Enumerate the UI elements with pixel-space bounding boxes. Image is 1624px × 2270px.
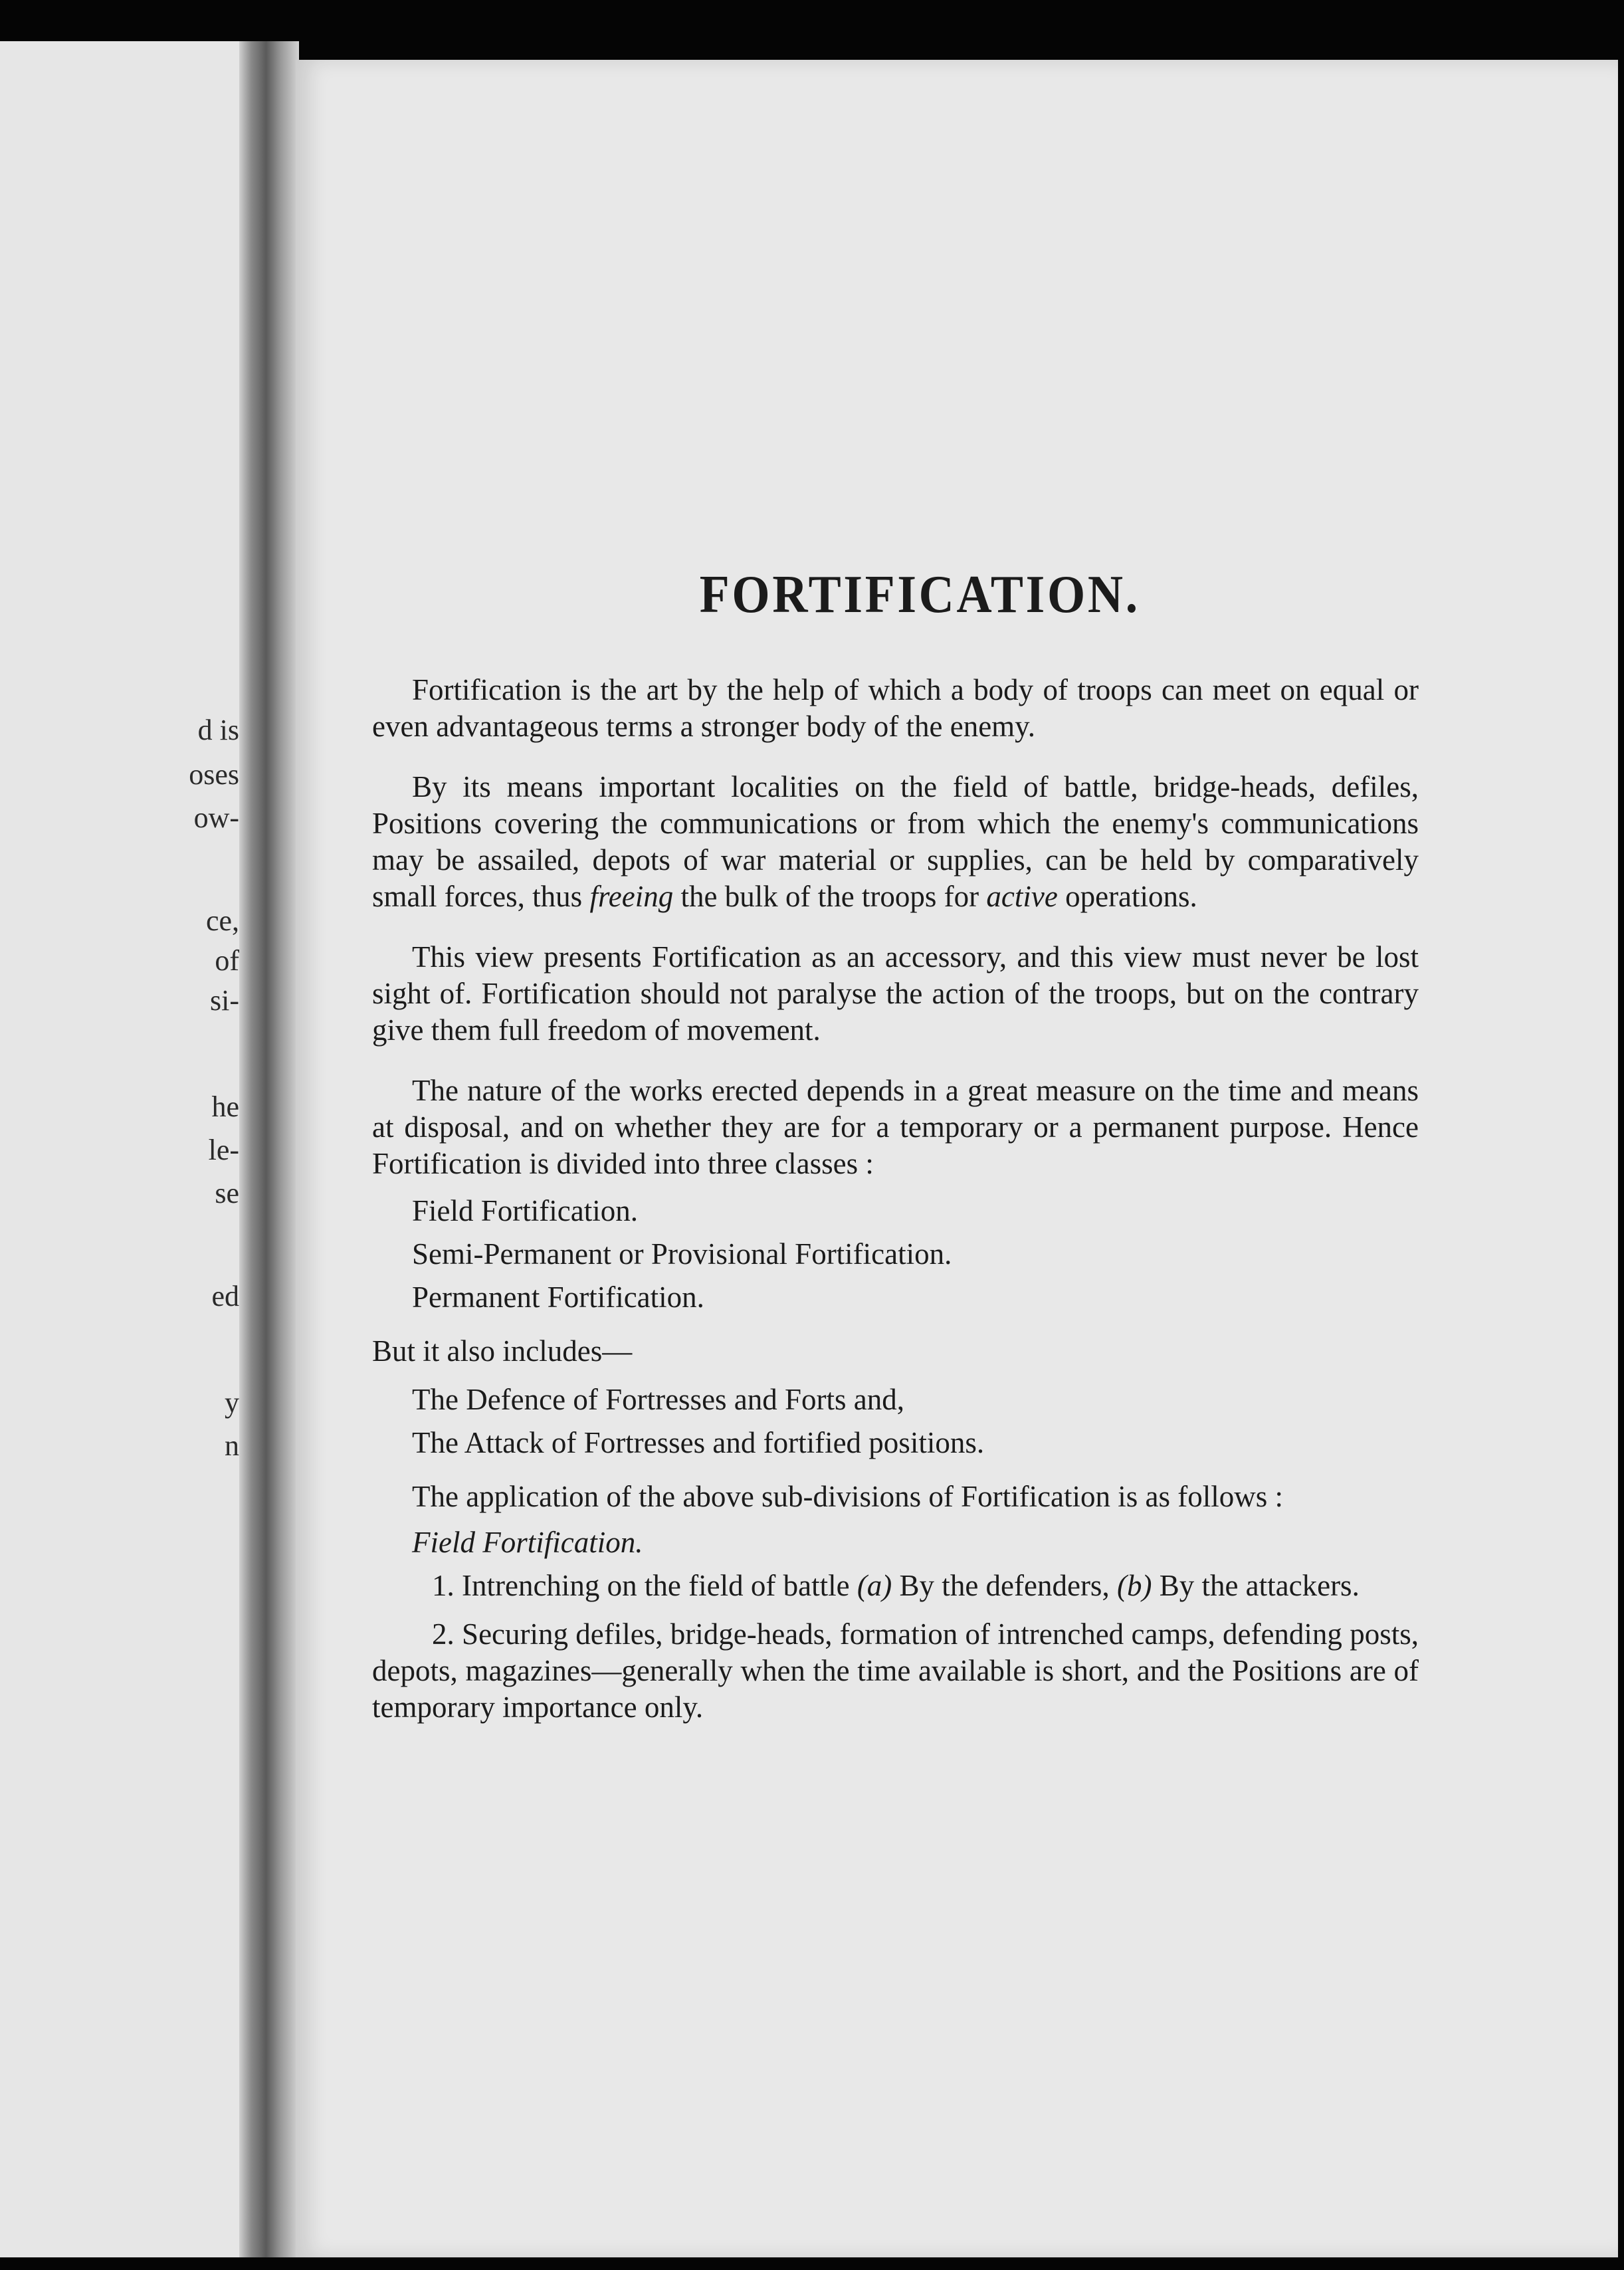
left-fragment: se bbox=[215, 1177, 239, 1209]
left-fragment: he bbox=[211, 1090, 239, 1123]
paragraph: The nature of the works erected depends in a great measure on the time and means at disposal, and on whether they are for a temporary or a permanent purpose. Hence Fortification is divided into three classes : bbox=[372, 1074, 1419, 1180]
left-fragment: ow- bbox=[193, 801, 239, 834]
includes-item: The Defence of Fortresses and Forts and, bbox=[412, 1383, 905, 1416]
emphasis: active bbox=[986, 880, 1058, 913]
paragraph: Fortification is the art by the help of which a body of troops can meet on equal or even advantageous terms a stronger body of the enemy. bbox=[372, 673, 1419, 743]
page-title: FORTIFICATION. bbox=[699, 566, 1140, 624]
left-fragment: le- bbox=[208, 1134, 239, 1166]
paragraph: This view presents Fortification as an accessory, and this view must never be lost sight of. Fortification should not paralyse the action of the troops, but on the contrary give them full freedom of movement. bbox=[372, 940, 1419, 1047]
class-item: Field Fortification. bbox=[412, 1194, 638, 1227]
includes-intro: But it also includes— bbox=[372, 1334, 633, 1368]
numbered-item: 1. Intrenching on the field of battle (a) By the defenders, (b) By the attackers. bbox=[432, 1569, 1360, 1602]
class-item: Semi-Permanent or Provisional Fortification. bbox=[412, 1237, 952, 1271]
left-fragment: si- bbox=[210, 984, 239, 1017]
left-fragment: of bbox=[215, 944, 239, 977]
left-fragment: oses bbox=[189, 758, 239, 791]
numbered-item: 2. Securing defiles, bridge-heads, formation of intrenched camps, defending posts, depots, magazines—generally when the time available is short, and the Positions are of temporary importance only. bbox=[372, 1617, 1419, 1724]
paragraph: The application of the above sub-divisions of Fortification is as follows : bbox=[412, 1480, 1284, 1513]
left-fragment: ed bbox=[211, 1280, 239, 1312]
left-page bbox=[0, 41, 258, 2257]
includes-item: The Attack of Fortresses and fortified positions. bbox=[412, 1426, 985, 1459]
left-fragment: ce, bbox=[205, 904, 239, 937]
page-content bbox=[372, 565, 1419, 1738]
subheading: Field Fortification. bbox=[412, 1526, 643, 1559]
class-item: Permanent Fortification. bbox=[412, 1281, 704, 1314]
paragraph: By its means important localities on the field of battle, bridge-heads, defiles, Positions covering the communications or from which the enemy's communications may be assailed, depots of war material or supplies, can be held by comparatively small forces, thus freeing the bulk of the troops for active operations. bbox=[372, 770, 1419, 913]
left-fragment: d is bbox=[197, 714, 239, 746]
left-fragment: y bbox=[225, 1386, 239, 1419]
book-gutter bbox=[239, 41, 299, 2257]
emphasis: freeing bbox=[589, 880, 674, 913]
left-fragment: n bbox=[225, 1429, 239, 1462]
